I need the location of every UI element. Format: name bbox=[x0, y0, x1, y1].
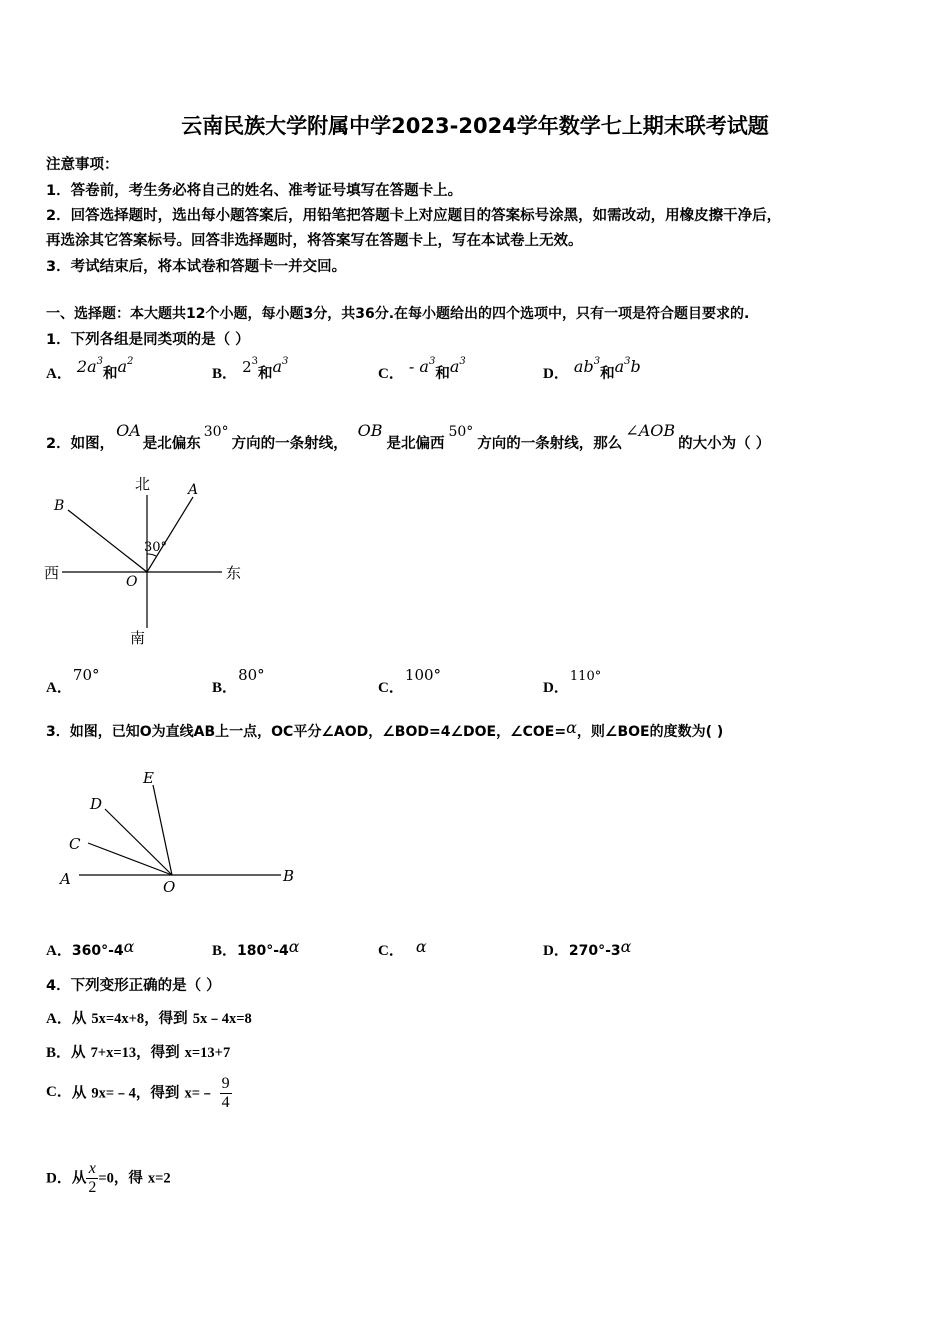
q2-option-c[interactable] bbox=[378, 666, 445, 697]
q1-option-d[interactable] bbox=[543, 356, 641, 383]
option-label: A． bbox=[46, 1011, 72, 1027]
option-text: 360°-4 bbox=[71, 943, 124, 959]
notice-item-2: 2．回答选择题时，选出每小题答案后，用铅笔把答题卡上对应题目的答案标号涂黑，如需改动，用橡皮擦干净后， bbox=[46, 208, 782, 224]
q3-stem: 3．如图，已知O为直线AB上一点，OC平分∠AOD，∠BOD=4∠DOE，∠COE=α，则∠BOE的度数为( ) bbox=[46, 718, 724, 740]
q4-option-c[interactable] bbox=[46, 1075, 232, 1112]
label-d: D bbox=[90, 795, 103, 813]
option-value: 110° bbox=[569, 669, 602, 684]
equation: x=13+7 bbox=[184, 1045, 231, 1061]
ray-oe bbox=[153, 785, 172, 875]
option-label: A． bbox=[46, 366, 72, 382]
option-text: ，得到 bbox=[144, 1011, 193, 1027]
term: $a^3$ bbox=[272, 356, 289, 376]
q2-option-a[interactable] bbox=[46, 666, 104, 697]
q2-figure-compass bbox=[40, 470, 260, 650]
label-west: 西 bbox=[44, 564, 60, 582]
label-c: C bbox=[69, 835, 81, 853]
term: $a^3$ bbox=[449, 356, 466, 376]
equation: 5x=4x+8 bbox=[91, 1011, 145, 1027]
section-heading: 一、选择题：本大题共12个小题，每小题3分，共36分.在每小题给出的四个选项中，只有一项是符合题目要求的. bbox=[46, 306, 750, 322]
q3-option-a[interactable] bbox=[46, 939, 134, 960]
term: - $a^3$ bbox=[408, 356, 436, 376]
alpha-symbol: α bbox=[620, 937, 632, 956]
term: $2^3$ bbox=[242, 356, 258, 376]
option-label: B． bbox=[212, 366, 238, 382]
option-text: ，得到 bbox=[136, 1045, 185, 1061]
term: $a^2$ bbox=[117, 356, 134, 376]
label-a: A bbox=[188, 482, 199, 498]
q4-stem: 4．下列变形正确的是（ ） bbox=[46, 978, 221, 994]
option-label: D． bbox=[543, 366, 569, 382]
option-label: A． bbox=[46, 680, 72, 696]
label-east: 东 bbox=[226, 564, 242, 582]
page-title: 云南民族大学附属中学2023-2024学年数学七上期末联考试题 bbox=[181, 114, 769, 138]
q3-option-d[interactable] bbox=[543, 939, 631, 960]
q3-option-c[interactable] bbox=[378, 939, 427, 960]
option-label: D． bbox=[46, 1170, 72, 1187]
q2-option-d[interactable] bbox=[543, 669, 605, 697]
ray-oc bbox=[88, 843, 172, 875]
option-text: 从 bbox=[71, 1085, 92, 1102]
ray-ob-line bbox=[68, 510, 147, 572]
label-o: O bbox=[163, 878, 176, 896]
q2-stem: 2．如图，OA是北偏东30°方向的一条射线，OB是北偏西50°方向的一条射线，那么∠AOB的大小为（ ） bbox=[46, 421, 771, 452]
ray-oa-line bbox=[147, 497, 193, 572]
term: $ab^3$ bbox=[573, 356, 601, 376]
option-text: 从 bbox=[71, 1170, 87, 1187]
alpha-symbol: α bbox=[415, 937, 427, 956]
option-text: ，得到 bbox=[135, 1085, 185, 1102]
alpha-symbol: α bbox=[566, 718, 577, 737]
equation: x=﹣ bbox=[184, 1085, 215, 1102]
notice-heading: 注意事项： bbox=[46, 157, 119, 173]
option-value: 100° bbox=[404, 666, 442, 684]
option-label: C． bbox=[378, 680, 404, 696]
option-value: 80° bbox=[238, 666, 265, 684]
q2-option-b[interactable] bbox=[212, 666, 269, 697]
ray-od bbox=[105, 809, 172, 875]
option-label: B． bbox=[46, 1045, 72, 1061]
and-word: 和 bbox=[103, 366, 118, 382]
and-word: 和 bbox=[435, 366, 450, 382]
q3-figure-angles bbox=[55, 765, 305, 900]
label-o: O bbox=[126, 574, 138, 590]
ray-ob: OB bbox=[357, 421, 383, 440]
notice-item-2-cont: 再选涂其它答案标号。回答非选择题时，将答案写在答题卡上，写在本试卷上无效。 bbox=[46, 233, 583, 249]
equation: 7+x=13 bbox=[90, 1045, 137, 1061]
angle-aob: ∠AOB bbox=[625, 421, 676, 440]
q4-option-a[interactable] bbox=[46, 1007, 252, 1028]
equation: 9x=﹣4 bbox=[91, 1085, 136, 1102]
label-south: 南 bbox=[130, 629, 146, 647]
option-label: C． bbox=[378, 943, 404, 959]
term: $2a^3$ bbox=[76, 356, 103, 376]
label-a: A bbox=[60, 870, 71, 888]
notice-item-1: 1．答卷前，考生务必将自己的姓名、准考证号填写在答题卡上。 bbox=[46, 183, 463, 199]
option-text: 从 bbox=[71, 1011, 92, 1027]
equation: =0 bbox=[98, 1170, 114, 1187]
fraction-x-half: $\frac{x}{2}$ bbox=[88, 1160, 97, 1196]
option-text: 270°-3 bbox=[568, 943, 621, 959]
option-label: D． bbox=[543, 680, 569, 696]
option-text: ，得 bbox=[113, 1170, 148, 1187]
q4-option-b[interactable] bbox=[46, 1041, 230, 1062]
q1-option-b[interactable] bbox=[212, 356, 289, 383]
option-label: B． bbox=[212, 943, 238, 959]
and-word: 和 bbox=[258, 366, 273, 382]
option-label: A． bbox=[46, 943, 72, 959]
q1-option-c[interactable] bbox=[378, 356, 466, 383]
label-north: 北 bbox=[135, 475, 151, 493]
option-text: 180°-4 bbox=[237, 943, 289, 959]
label-angle: 30° bbox=[144, 540, 168, 555]
option-label: C． bbox=[46, 1083, 72, 1100]
option-value: 70° bbox=[72, 666, 100, 684]
option-label: D． bbox=[543, 943, 569, 959]
label-b: B bbox=[54, 498, 65, 514]
angle-50: 50° bbox=[448, 424, 474, 440]
equation: x=2 bbox=[147, 1170, 171, 1187]
q4-option-d[interactable] bbox=[46, 1160, 171, 1197]
option-label: B． bbox=[212, 680, 238, 696]
notice-item-3: 3．考试结束后，将本试卷和答题卡一并交回。 bbox=[46, 259, 347, 275]
and-word: 和 bbox=[600, 366, 615, 382]
equation: 5x﹣4x=8 bbox=[192, 1011, 252, 1027]
angle-30: 30° bbox=[203, 424, 229, 440]
q3-option-b[interactable] bbox=[212, 939, 300, 960]
term: $a^3b$ bbox=[614, 356, 641, 376]
option-text: 从 bbox=[71, 1045, 91, 1061]
label-b: B bbox=[283, 867, 295, 885]
fraction-nine-quarters: $\frac{9}{4}$ bbox=[221, 1075, 230, 1111]
q1-option-a[interactable] bbox=[46, 356, 134, 383]
alpha-symbol: α bbox=[288, 937, 300, 956]
ray-oa: OA bbox=[116, 421, 141, 440]
option-label: C． bbox=[378, 366, 404, 382]
label-e: E bbox=[143, 769, 154, 787]
q1-stem: 1．下列各组是同类项的是（ ） bbox=[46, 332, 250, 348]
alpha-symbol: α bbox=[123, 937, 135, 956]
